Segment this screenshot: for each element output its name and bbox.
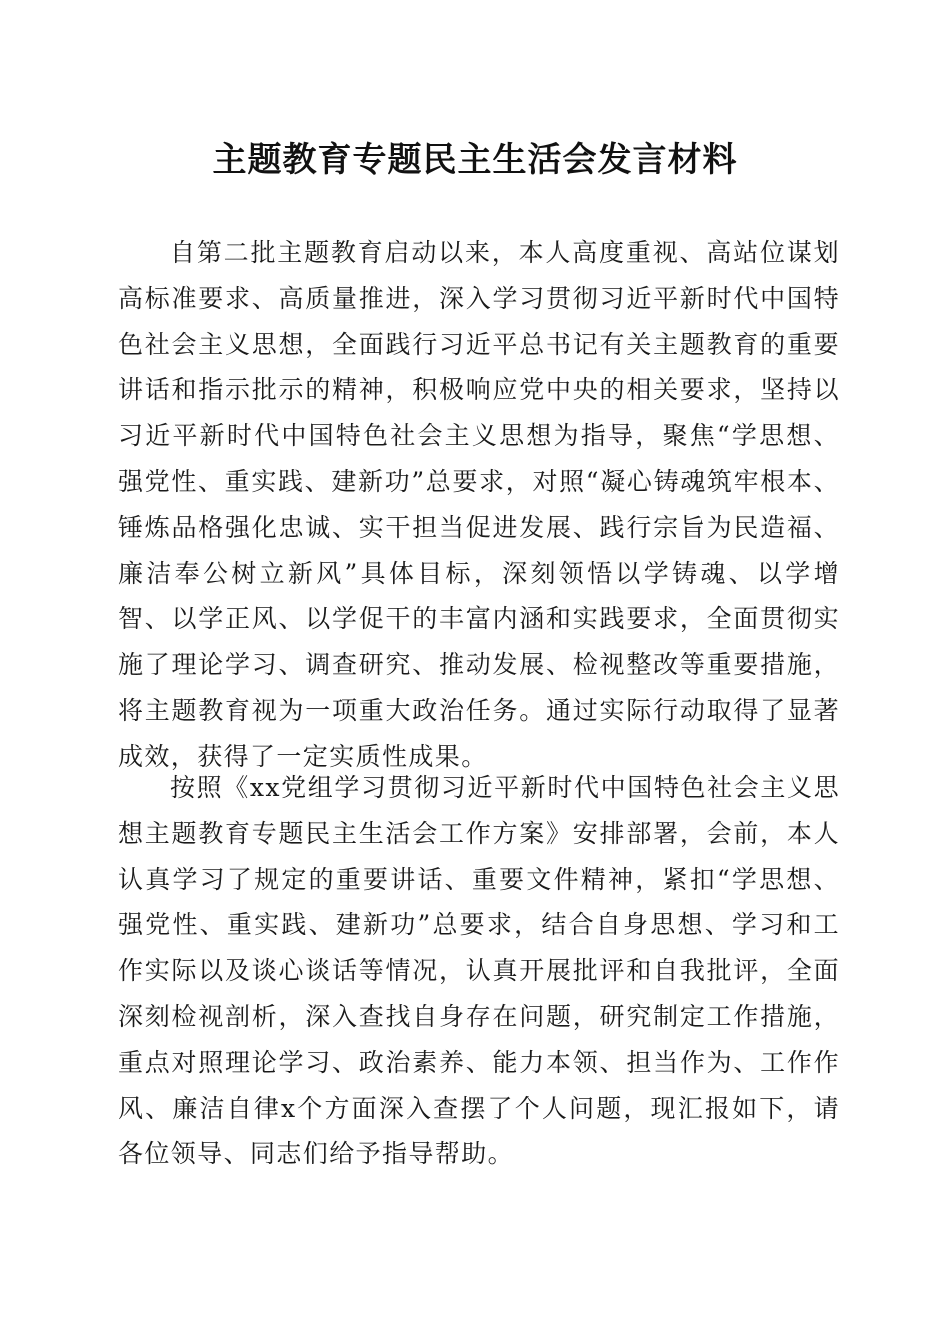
paragraph-work-plan: 按照《xx党组学习贯彻习近平新时代中国特色社会主义思想主题教育专题民主生活会工作方案》安排部署，会前，本人认真学习了规定的重要讲话、重要文件精神，紧扣“学思想、强党性、重实践、建新功”总要求，结合自身思想、学习和工作实际以及谈心谈话等情况，认真开展批评和自我批评，全面深刻检视剖析，深入查找自身存在问题，研究制定工作措施，重点对照理论学习、政治素养、能力本领、担当作为、工作作风、廉洁自律x个方面深入查摆了个人问题，现汇报如下，请各位领导、同志们给予指导帮助。 bbox=[118, 773, 840, 1169]
document-title: 主题教育专题民主生活会发言材料 bbox=[212, 140, 738, 180]
paragraph-introduction: 自第二批主题教育启动以来，本人高度重视、高站位谋划高标准要求、高质量推进，深入学习贯彻习近平新时代中国特色社会主义思想，全面践行习近平总书记有关主题教育的重要讲话和指示批示的精神，积极响应党中央的相关要求，坚持以习近平新时代中国特色社会主义思想为指导，聚焦“学思想、强党性、重实践、建新功”总要求，对照“凝心铸魂筑牢根本、锤炼品格强化忠诚、实干担当促进发展、践行宗旨为民造福、廉洁奉公树立新风”具体目标，深刻领悟以学铸魂、以学增智、以学正风、以学促干的丰富内涵和实践要求，全面贯彻实施了理论学习、调查研究、推动发展、检视整改等重要措施，将主题教育视为一项重大政治任务。通过实际行动取得了显著成效，获得了一定实质性成果。 bbox=[118, 238, 840, 771]
